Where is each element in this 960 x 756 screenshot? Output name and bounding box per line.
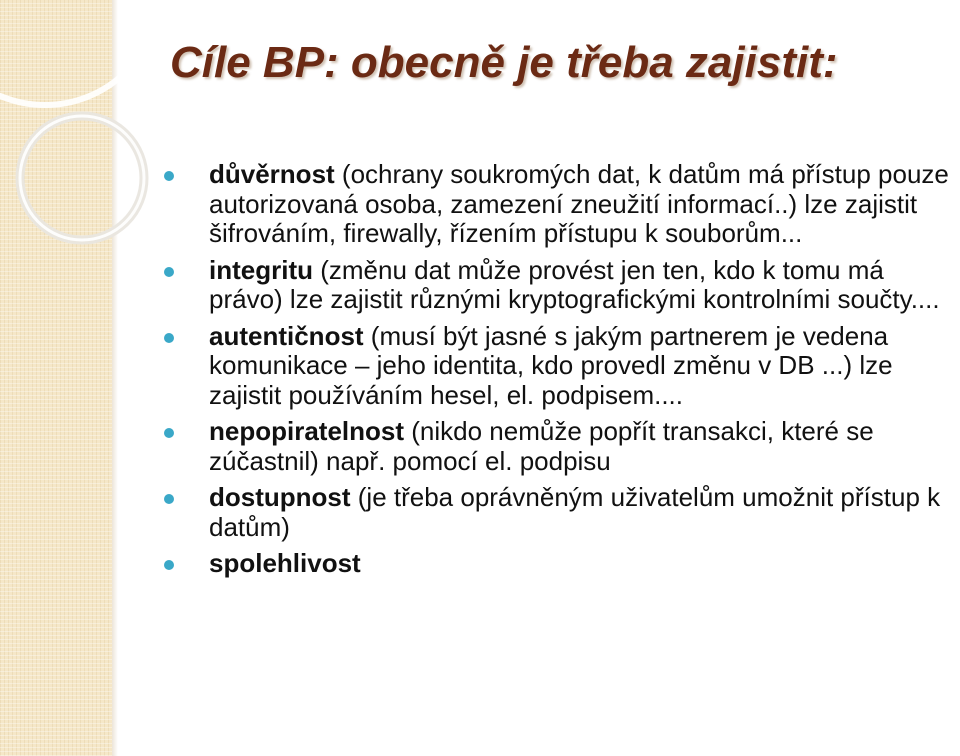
- slide-title: Cíle BP: obecně je třeba zajistit:: [170, 38, 838, 87]
- bullet-text: (nikdo nemůže popřít transakci, které se zúčastnil) např. pomocí el. podpisu: [209, 416, 874, 476]
- bullet-dot-icon: [164, 267, 174, 277]
- bullet-text: (ochrany soukromých dat, k datům má přístup pouze autorizovaná osoba, zamezení zneužití informací..) lze zajistit šifrováním, firewally, řízením přístupu k souborům...: [209, 159, 949, 248]
- bullet-term: nepopiratelnost: [209, 416, 405, 446]
- bullet-dot-icon: [164, 494, 174, 504]
- bullet-duvernost: [160, 160, 960, 249]
- bullet-integritu: [160, 256, 960, 315]
- bullet-dot-icon: [164, 560, 174, 570]
- bullet-list: [160, 160, 960, 586]
- bullet-nepopiratelnost: [160, 417, 960, 476]
- bullet-term: autentičnost: [209, 320, 364, 351]
- bullet-dot-icon: [164, 428, 174, 438]
- bullet-dot-icon: [164, 333, 174, 343]
- bullet-dostupnost: [160, 483, 960, 542]
- bullet-text: (musí být jasné s jakým partnerem je vedena komunikace – jeho identita, kdo provedl změnu v DB ...) lze zajistit používáním hesel, el. podpisem....: [209, 320, 893, 410]
- bullet-term: integritu: [209, 254, 313, 285]
- bullet-dot-icon: [164, 171, 174, 181]
- bullet-term: důvěrnost: [209, 159, 335, 189]
- bullet-spolehlivost: [160, 549, 960, 579]
- bullet-term: spolehlivost: [209, 548, 361, 578]
- bullet-autenticnost: [160, 322, 960, 411]
- bullet-text: (je třeba oprávněným uživatelům umožnit přístup k datům): [209, 482, 941, 542]
- bullet-term: dostupnost: [209, 482, 351, 512]
- bullet-text: (změnu dat může provést jen ten, kdo k tomu má právo) lze zajistit různými kryptografickými kontrolními součty....: [209, 254, 940, 314]
- decorative-ring-small-highlight: [20, 116, 144, 240]
- decorative-ring-large: [0, 0, 160, 105]
